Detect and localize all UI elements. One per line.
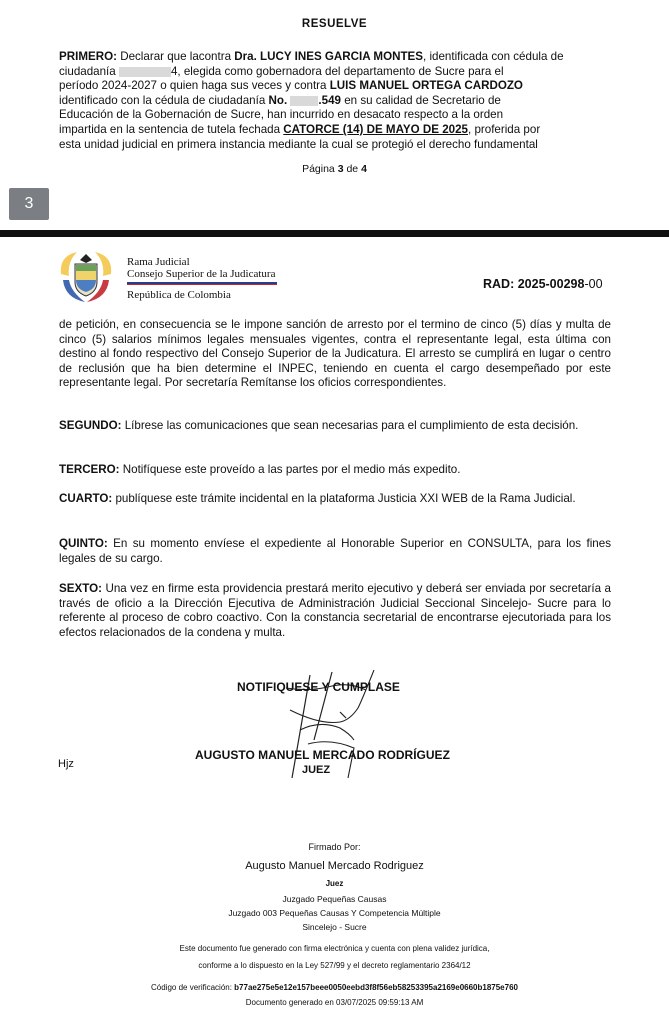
section-label: TERCERO: [59, 463, 120, 476]
person-name: LUIS MANUEL ORTEGA CARDOZO [329, 79, 523, 93]
document-header [55, 246, 615, 306]
header-rule [127, 284, 277, 285]
segundo-paragraph [59, 419, 611, 434]
republica-label: República de Colombia [127, 289, 231, 301]
text-span: 3 [337, 163, 344, 175]
section-text: Notifíquese este proveído a las partes por el medio más expedito. [119, 463, 461, 476]
judge-title: JUEZ [302, 764, 331, 776]
rad-number [483, 277, 603, 291]
text-span: identificado con la cédula de ciudadanía [59, 93, 269, 107]
court-full-name: Juzgado 003 Pequeñas Causas Y Competencia Múltiple [228, 908, 441, 918]
text-span: , identificada con cédula de [423, 50, 564, 63]
sexto-paragraph [59, 582, 611, 640]
text-span: ciudadanía [59, 64, 116, 78]
text-span: 4, elegida como gobernadora del departamento de Sucre para el [170, 64, 504, 78]
verification-code [0, 983, 669, 992]
verification-value: b77ae275e5e12e157beee0050eebd3f8f56eb58253395a2169e0660b1875e760 [234, 983, 518, 992]
signer-name: Augusto Manuel Mercado Rodriguez [245, 860, 424, 872]
quinto-paragraph [59, 537, 611, 566]
text-span: , proferida por [468, 122, 541, 136]
rad-suffix: -00 [584, 277, 603, 291]
sentence-date: CATORCE (14) DE MAYO DE 2025 [283, 122, 468, 136]
notify-label: NOTIFIQUESE Y CUMPLASE [237, 680, 400, 694]
person-name: Dra. LUCY INES GARCIA MONTES [234, 50, 424, 63]
text-span: Declarar que lacontra [116, 50, 235, 63]
rad-label: RAD: 2025-00298 [483, 277, 585, 291]
section-text: publíquese este trámite incidental en la plataforma Justicia XXI WEB de la Rama Judicial. [112, 492, 576, 505]
continuation-paragraph: de petición, en consecuencia se le impone sanción de arresto por el termino de cinco (5) días y multa de cinco (5) salarios mínimos legales mensuales vigentes, contra el representante legal, esta última con destino al fondo respectivo del Consejo Superior de la Judicatura. El arresto se cumplirá en lugar o centro de reclusión que ha bien determine el INPEC, teniendo en cuenta el cargo desempeñado por este representante legal. Por secretaría Remítanse los oficios correspondientes. [59, 318, 611, 390]
validity-notice: Este documento fue generado con firma electrónica y cuenta con plena validez jurídica, [179, 944, 490, 953]
cuarto-paragraph [59, 492, 611, 507]
judge-name: AUGUSTO MANUEL MERCADO RODRÍGUEZ [195, 748, 450, 762]
text-span: de [343, 163, 362, 175]
redacted-id [119, 67, 171, 77]
generated-date: Documento generado en 03/07/2025 09:59:13 AM [245, 998, 424, 1007]
text-span: No. [268, 93, 288, 107]
law-notice: conforme a lo dispuesto en la Ley 527/99 y el decreto reglamentario 2364/12 [198, 961, 471, 970]
page-indicator-button[interactable]: 3 [9, 188, 49, 220]
signed-by-label: Firmado Por: [308, 842, 361, 852]
text-line: esta unidad judicial en primera instancia mediante la cual se protegió el derecho fundamental [59, 137, 538, 151]
page-number [0, 163, 669, 175]
court-city: Sincelejo - Sucre [302, 922, 367, 932]
page-divider [0, 230, 669, 237]
signature-block [0, 670, 669, 785]
signer-title: Juez [325, 879, 344, 888]
text-span: en su calidad de Secretario de [341, 93, 501, 107]
consejo-label: Consejo Superior de la Judicatura [127, 268, 276, 280]
verification-label: Código de verificación: [151, 983, 235, 992]
resuelve-heading: RESUELVE [301, 18, 368, 30]
court-name: Juzgado Pequeñas Causas [282, 894, 387, 904]
redacted-id [290, 96, 318, 106]
section-label: SEXTO: [59, 582, 102, 595]
text-span: Página [302, 163, 338, 175]
section-label: CUARTO: [59, 492, 113, 505]
section-text: En su momento envíese el expediente al Honorable Superior en CONSULTA, para los fines legales de su cargo. [59, 537, 611, 565]
drafter-initials: Hjz [58, 758, 74, 770]
text-span: .549 [318, 93, 341, 107]
text-span: período 2024-2027 o quien haga sus veces y contra [59, 79, 330, 93]
primero-label: PRIMERO: [59, 50, 117, 63]
text-line: Educación de la Gobernación de Sucre, han incurrido en desacato respecto a la orden [59, 108, 504, 122]
section-text: Líbrese las comunicaciones que sean necesarias para el cumplimiento de esta decisión. [121, 419, 579, 432]
section-label: QUINTO: [59, 537, 108, 550]
text-span: 4 [361, 163, 367, 175]
tercero-paragraph [59, 463, 611, 478]
coat-of-arms-icon [55, 246, 117, 306]
text-span: impartida en la sentencia de tutela fechada [59, 122, 284, 136]
section-text: Una vez en firme esta providencia prestará merito ejecutivo y deberá ser enviada por secretaría a través de oficio a la Dirección Ejecutiva de Administración Judicial Seccional Sincelejo- Sucre para lo referente al proceso de cobro coactivo. Con la constancia secretarial de encontrarse ejecutoriada para los efectos relacionados de la condena y multa. [59, 582, 611, 639]
section-label: SEGUNDO: [59, 419, 122, 432]
previous-page [0, 0, 669, 232]
primero-paragraph [59, 50, 611, 152]
rama-judicial-label: Rama Judicial [127, 256, 190, 268]
